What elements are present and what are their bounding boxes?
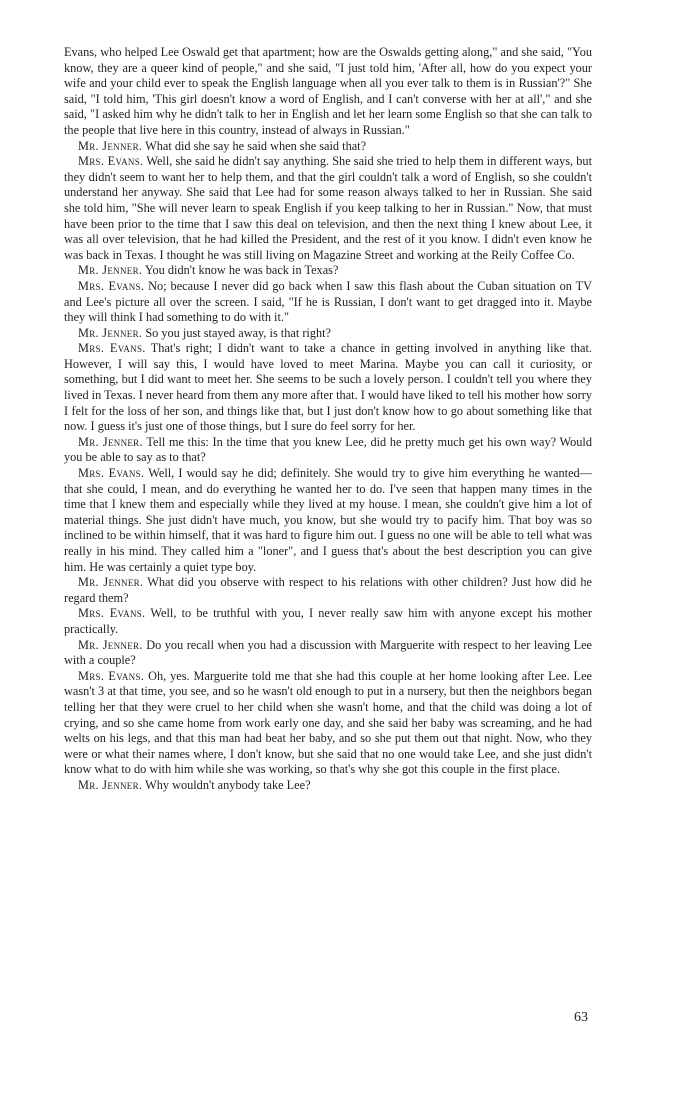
speaker-label: Mr. Jenner. bbox=[78, 777, 143, 792]
paragraph-text: Oh, yes. Marguerite told me that she had this couple at her home looking after Lee. Lee wasn't 3 at that time, you see, and so he wasn't old enough to put in a nursery, but then the neighbors began telling her that they were cruel to her child when she wasn't home, and that the child was doing a lot of crying, and so she came home from work early one day, and she said her baby was screaming, and he had welts on his legs, and that this man had beat her baby, and so she put them out that night. Now, who they were or what their names where, I don't know, but she said that no one would take Lee, and she just didn't know what to do with him while she was working, so that's why she got this couple in the first place. bbox=[64, 668, 592, 777]
paragraph bbox=[64, 341, 592, 435]
speaker-label: Mrs. Evans. bbox=[78, 466, 145, 481]
paragraph-text: Well, to be truthful with you, I never really saw him with anyone except his mother practically. bbox=[64, 606, 592, 636]
paragraph-text: No; because I never did go back when I saw this flash about the Cuban situation on TV and Lee's picture all over the screen. I said, "If he is Russian, I don't want to get dragged into it. Maybe they will think I had something to do with it." bbox=[64, 278, 593, 325]
paragraph-text: Do you recall when you had a discussion with Marguerite with respect to her leaving Lee with a couple? bbox=[64, 637, 592, 668]
paragraph bbox=[64, 263, 592, 279]
paragraph bbox=[64, 279, 592, 326]
paragraph-text: Tell me this: In the time that you knew Lee, did he pretty much get his own way? Would you be able to say as to that? bbox=[64, 434, 592, 465]
paragraph bbox=[64, 435, 592, 466]
paragraph bbox=[64, 326, 592, 342]
speaker-label: Mr. Jenner. bbox=[78, 138, 143, 153]
paragraph-text: What did you observe with respect to his relations with other children? Just how did he regard them? bbox=[64, 575, 592, 605]
speaker-label: Mrs. Evans. bbox=[78, 341, 146, 356]
paragraph bbox=[64, 638, 592, 669]
paragraph-text: You didn't know he was back in Texas? bbox=[144, 263, 339, 278]
paragraph-text: Well, I would say he did; definitely. She would try to give him everything he wanted—that she could, I mean, and do everything he wanted her to do. I've seen that happen many times in the time that I knew them and especially while they lived at my house. I mean, she couldn't give him a lot of material things. She just didn't have much, you know, but she would try to pacify him. That boy was so inclined to be within himself, that it was hard to figure him out. I guess no one will be able to tell what was really in his mind. They called him a "loner", and I guess that's about the best description you can give him. He was certainly a quiet type boy. bbox=[64, 466, 592, 574]
speaker-label: Mr. Jenner. bbox=[78, 434, 143, 449]
paragraph-text: Well, she said he didn't say anything. She said she tried to help them in different ways, but they didn't seem to want her to help them, and that the girl couldn't talk a word of English, so she couldn't understand her anyway. She said that Lee had for some reason always talked to her in Russian. She said she told him, "She will never learn to speak English if you keep talking to her in Russian." Now, that must have been prior to the time that I saw this deal on television, and then the next thing I knew about Lee, it was all over television, that he had killed the President, and the rest of it you know. I didn't even know he was back in Texas. I thought he was still living on Magazine Street and working at the Reily Coffee Co. bbox=[64, 154, 592, 262]
paragraph bbox=[64, 669, 592, 778]
paragraph-text: Why wouldn't anybody take Lee? bbox=[145, 777, 311, 792]
paragraph-text: So you just stayed away, is that right? bbox=[145, 325, 332, 340]
speaker-label: Mr. Jenner. bbox=[78, 575, 144, 590]
paragraph bbox=[64, 575, 592, 606]
paragraph-text: Evans, who helped Lee Oswald get that apartment; how are the Oswalds getting along," and she said, "You know, they are a queer kind of people," and she said, "I just told him, 'After all, how do you expect your wife and your child ever to speak the English language when all you ever talk to them is in Russian'?" She said, "I told him, 'This girl doesn't know a word of English, and I can't converse with her at all'," and she said, "I asked him why he didn't talk to her in English and let her learn some English so that she can talk to the people that live here in this country, instead of always in Russian." bbox=[64, 45, 592, 137]
speaker-label: Mr. Jenner. bbox=[78, 637, 143, 652]
paragraph-text: What did she say he said when she said that? bbox=[145, 138, 367, 153]
transcript-body bbox=[64, 45, 592, 794]
paragraph bbox=[64, 139, 592, 155]
paragraph bbox=[64, 606, 592, 637]
speaker-label: Mrs. Evans. bbox=[78, 154, 144, 169]
speaker-label: Mr. Jenner. bbox=[78, 263, 143, 278]
paragraph-text: That's right; I didn't want to take a chance in getting involved in anything like that. However, I will say this, I would have loved to meet Marina. Maybe you can call it curiosity, or something, but I did want to meet her. She seems to be such a lovely person. I couldn't tell you where they lived in Texas. I never heard from them any more after that. I would have liked to tell his mother how sorry I felt for the loss of her son, and things like that, but I just don't know how to go about something like that now. I guess it's just one of those things, but I sure do feel sorry for her. bbox=[64, 341, 592, 434]
speaker-label: Mrs. Evans. bbox=[78, 668, 145, 683]
speaker-label: Mrs. Evans. bbox=[78, 606, 146, 621]
paragraph bbox=[64, 45, 592, 139]
page-number: 63 bbox=[574, 1010, 588, 1025]
paragraph bbox=[64, 778, 592, 794]
speaker-label: Mrs. Evans. bbox=[78, 278, 145, 293]
paragraph bbox=[64, 154, 592, 263]
paragraph bbox=[64, 466, 592, 575]
speaker-label: Mr. Jenner. bbox=[78, 325, 143, 340]
